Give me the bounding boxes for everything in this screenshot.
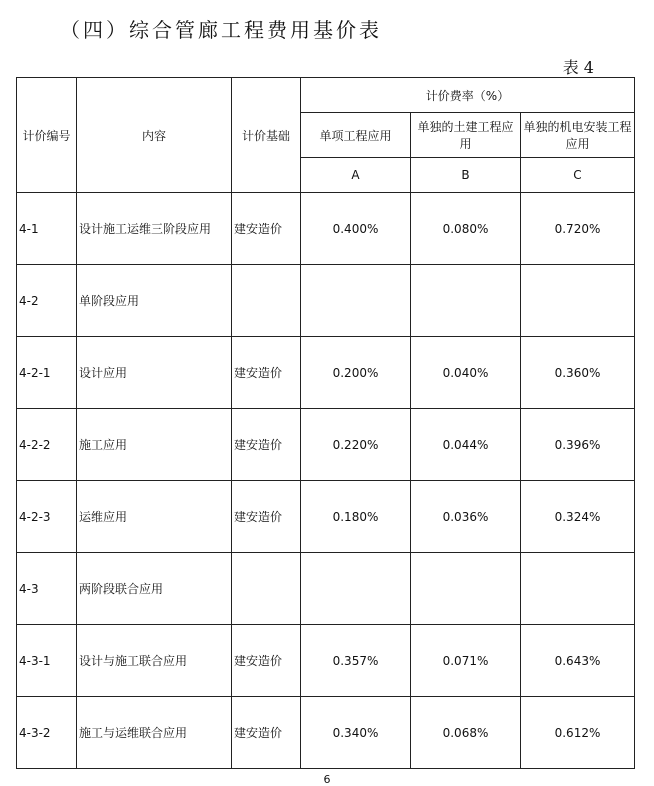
table-row [17, 409, 635, 481]
row-rate-c: 0.324% [521, 481, 635, 553]
row-rate-c: 0.612% [521, 697, 635, 769]
row-content: 两阶段联合应用 [77, 553, 232, 625]
header-content: 内容 [77, 78, 232, 193]
row-code: 4-1 [17, 193, 77, 265]
row-basis: 建安造价 [232, 409, 301, 481]
row-content: 单阶段应用 [77, 265, 232, 337]
row-rate-c: 0.396% [521, 409, 635, 481]
header-code: 计价编号 [17, 78, 77, 193]
header-basis: 计价基础 [232, 78, 301, 193]
table-row [17, 337, 635, 409]
row-code: 4-3-1 [17, 625, 77, 697]
row-rate-b: 0.068% [411, 697, 521, 769]
row-basis [232, 265, 301, 337]
row-rate-b [411, 265, 521, 337]
header-rate: 计价费率（%） [301, 78, 635, 113]
row-rate-c: 0.360% [521, 337, 635, 409]
header-col-c: 单独的机电安装工程应用 [521, 113, 635, 158]
row-rate-a: 0.400% [301, 193, 411, 265]
rate-table [16, 77, 635, 769]
row-rate-b: 0.080% [411, 193, 521, 265]
row-code: 4-3 [17, 553, 77, 625]
row-content: 施工与运维联合应用 [77, 697, 232, 769]
table-row [17, 625, 635, 697]
row-rate-a: 0.340% [301, 697, 411, 769]
row-content: 运维应用 [77, 481, 232, 553]
row-rate-b: 0.071% [411, 625, 521, 697]
table-row [17, 193, 635, 265]
header-letter-b: B [411, 158, 521, 193]
row-code: 4-2-3 [17, 481, 77, 553]
row-rate-a: 0.180% [301, 481, 411, 553]
table-row [17, 553, 635, 625]
row-code: 4-2-1 [17, 337, 77, 409]
table-number: 表 4 [562, 58, 594, 77]
row-content: 设计施工运维三阶段应用 [77, 193, 232, 265]
row-rate-a [301, 265, 411, 337]
row-basis [232, 553, 301, 625]
row-content: 设计应用 [77, 337, 232, 409]
page-number: 6 [323, 773, 331, 786]
table-row [17, 697, 635, 769]
row-rate-b: 0.036% [411, 481, 521, 553]
row-rate-a: 0.200% [301, 337, 411, 409]
row-basis: 建安造价 [232, 193, 301, 265]
header-letter-c: C [521, 158, 635, 193]
row-basis: 建安造价 [232, 625, 301, 697]
table-row [17, 265, 635, 337]
table-row [17, 481, 635, 553]
row-rate-b: 0.040% [411, 337, 521, 409]
page-title: （四）综合管廊工程费用基价表 [60, 18, 382, 42]
row-rate-a: 0.220% [301, 409, 411, 481]
row-rate-a [301, 553, 411, 625]
row-rate-a: 0.357% [301, 625, 411, 697]
row-code: 4-2-2 [17, 409, 77, 481]
row-rate-c: 0.643% [521, 625, 635, 697]
row-basis: 建安造价 [232, 337, 301, 409]
row-code: 4-3-2 [17, 697, 77, 769]
row-rate-c [521, 553, 635, 625]
row-basis: 建安造价 [232, 697, 301, 769]
row-rate-b: 0.044% [411, 409, 521, 481]
row-code: 4-2 [17, 265, 77, 337]
row-content: 设计与施工联合应用 [77, 625, 232, 697]
row-basis: 建安造价 [232, 481, 301, 553]
header-col-a: 单项工程应用 [301, 113, 411, 158]
row-content: 施工应用 [77, 409, 232, 481]
row-rate-c [521, 265, 635, 337]
header-letter-a: A [301, 158, 411, 193]
header-col-b: 单独的土建工程应用 [411, 113, 521, 158]
row-rate-c: 0.720% [521, 193, 635, 265]
row-rate-b [411, 553, 521, 625]
